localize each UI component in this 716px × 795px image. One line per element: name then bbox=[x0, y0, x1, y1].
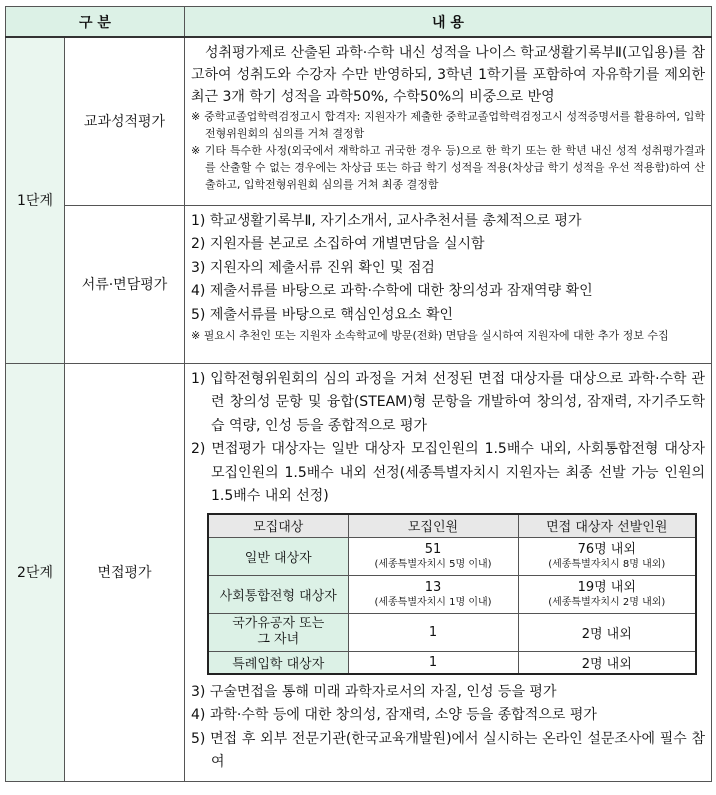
quota-value: 13 bbox=[424, 579, 442, 595]
quota-count: 1 bbox=[348, 651, 518, 674]
header-row bbox=[6, 7, 712, 38]
admission-evaluation-document bbox=[5, 6, 711, 785]
documents-note: ※ 필요시 추천인 또는 지원자 소속학교에 방문(전화) 면담을 실시하여 지원자에 대한 추가 정보 수집 bbox=[191, 329, 669, 342]
stage2-interview-row bbox=[6, 363, 712, 781]
selected-sub-value: (세종특별자치시 2명 내외) bbox=[548, 596, 666, 608]
grades-note-1: ※ 중학교졸업학력검정고시 합격자: 지원자가 제출한 중학교졸업학력검정고시 성적증명서를 활용하여, 입학전형위원회의 심의를 거쳐 결정함 bbox=[191, 110, 705, 140]
evaluation-table bbox=[5, 6, 712, 782]
header-content: 내 용 bbox=[185, 7, 712, 38]
documents-item-5: 5) 제출서류를 바탕으로 핵심인성요소 확인 bbox=[191, 306, 454, 323]
interview-item-5: 5) 면접 후 외부 전문기관(한국교육개발원)에서 실시하는 온라인 설문조사에 필수 참여 bbox=[191, 730, 705, 770]
header-category: 구 분 bbox=[6, 7, 185, 38]
selected-sub-value: (세종특별자치시 8명 내외) bbox=[548, 558, 666, 570]
selected-count: 2명 내외 bbox=[518, 651, 696, 674]
grades-note-2: ※ 기타 특수한 사정(외국에서 재학하고 귀국한 경우 등)으로 한 학기 또는 한 학년 내신 성적 성취평가결과를 산출할 수 없는 경우에는 차상급 또는 하급 학기 성적을 적용(차상급 학기 성적을 우선 적용함)하여 산출하고, 입학전형위원회 심의를 거쳐 최종 결정함 bbox=[191, 144, 705, 191]
quota-group: 사회통합전형 대상자 bbox=[208, 575, 348, 613]
stage1-label: 1단계 bbox=[6, 37, 65, 363]
quota-table bbox=[207, 513, 697, 675]
quota-header-selected: 면접 대상자 선발인원 bbox=[518, 514, 696, 538]
interview-category: 면접평가 bbox=[65, 363, 185, 781]
stage1-documents-row bbox=[6, 205, 712, 363]
quota-header-row bbox=[208, 514, 696, 538]
quota-group: 특례입학 대상자 bbox=[208, 651, 348, 674]
documents-category: 서류·면담평가 bbox=[65, 205, 185, 363]
quota-group: 일반 대상자 bbox=[208, 537, 348, 575]
documents-item-2: 2) 지원자를 본교로 소집하여 개별면담을 실시함 bbox=[191, 236, 485, 252]
grades-category: 교과성적평가 bbox=[65, 37, 185, 205]
grades-content bbox=[185, 37, 712, 205]
selected-value: 76명 내외 bbox=[577, 541, 636, 557]
quota-table-wrap bbox=[191, 509, 705, 681]
stage1-grades-row bbox=[6, 37, 712, 205]
quota-header-group: 모집대상 bbox=[208, 514, 348, 538]
selected-count bbox=[518, 575, 696, 613]
interview-item-3: 3) 구술면접을 통해 미래 과학자로서의 자질, 인성 등을 평가 bbox=[191, 683, 557, 700]
quota-row-veterans bbox=[208, 613, 696, 651]
interview-item-2: 2) 면접평가 대상자는 일반 대상자 모집인원의 1.5배수 내외, 사회통합전형 대상자 모집인원의 1.5배수 내외 선정(세종특별자치시 지원자는 최종 선발 가능 인원의 1.5배수 내외 선정) bbox=[191, 441, 705, 504]
quota-count bbox=[348, 537, 518, 575]
selected-value: 19명 내외 bbox=[577, 579, 636, 595]
quota-row-general bbox=[208, 537, 696, 575]
documents-item-3: 3) 지원자의 제출서류 진위 확인 및 점검 bbox=[191, 259, 435, 276]
interview-item-1: 1) 입학전형위원회의 심의 과정을 거쳐 선정된 면접 대상자를 대상으로 과학·수학 관련 창의성 문항 및 융합(STEAM)형 문항을 개발하여 창의성, 잠재력, 자기주도학습 역량, 인성 등을 종합적으로 평가 bbox=[191, 370, 705, 434]
stage2-label: 2단계 bbox=[6, 363, 65, 781]
quota-group: 국가유공자 또는 그 자녀 bbox=[208, 613, 348, 651]
quota-sub-value: (세종특별자치시 1명 이내) bbox=[374, 596, 492, 608]
quota-row-social bbox=[208, 575, 696, 613]
quota-count bbox=[348, 575, 518, 613]
selected-count bbox=[518, 537, 696, 575]
quota-row-special bbox=[208, 651, 696, 674]
documents-content bbox=[185, 205, 712, 363]
documents-item-4: 4) 제출서류를 바탕으로 과학·수학에 대한 창의성과 잠재역량 확인 bbox=[191, 283, 593, 299]
interview-content bbox=[185, 363, 712, 781]
quota-value: 51 bbox=[424, 541, 442, 557]
selected-count: 2명 내외 bbox=[518, 613, 696, 651]
interview-item-4: 4) 과학·수학 등에 대한 창의성, 잠재력, 소양 등을 종합적으로 평가 bbox=[191, 707, 597, 723]
quota-count: 1 bbox=[348, 613, 518, 651]
quota-sub-value: (세종특별자치시 5명 이내) bbox=[374, 558, 492, 570]
documents-item-1: 1) 학교생활기록부Ⅱ, 자기소개서, 교사추천서를 총체적으로 평가 bbox=[191, 212, 582, 229]
grades-paragraph: 성취평가제로 산출된 과학·수학 내신 성적을 나이스 학교생활기록부Ⅱ(고입용)를 참고하여 성취도와 수강자 수만 반영하되, 3학년 1학기를 포함하여 자유학기를 제외한 최근 3개 학기 성적을 과학50%, 수학50%의 비중으로 반영 bbox=[191, 45, 705, 105]
quota-header-quota: 모집인원 bbox=[348, 514, 518, 538]
